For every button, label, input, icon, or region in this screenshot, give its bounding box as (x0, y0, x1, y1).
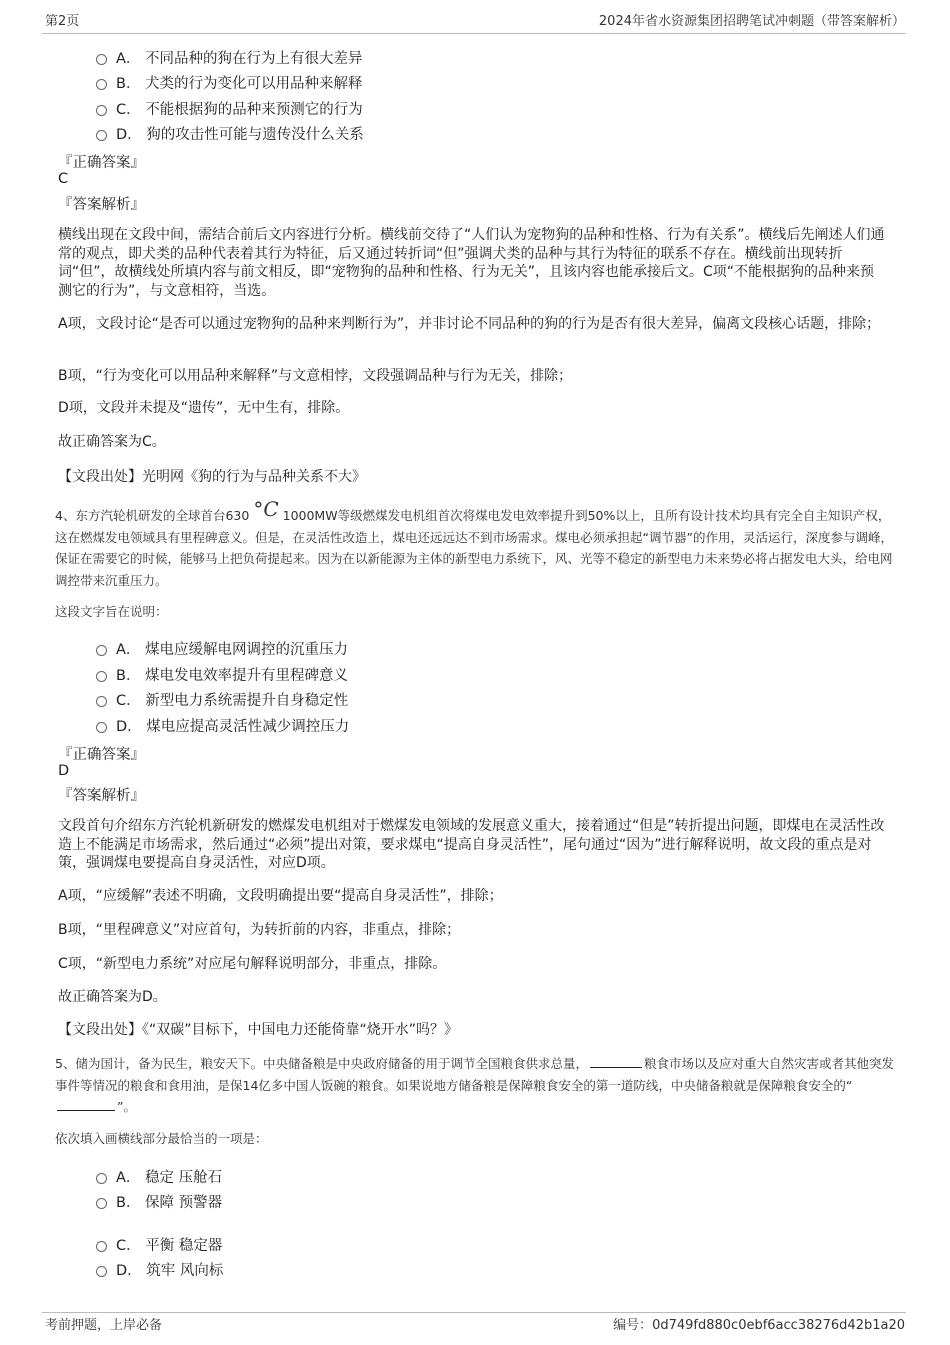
q3-option-a[interactable] (96, 47, 363, 67)
option-label: C． 不能根据狗的品种来预测它的行为 (116, 101, 363, 118)
analysis-paragraph: B项，“里程碑意义”对应首句，为转折前的内容，非重点，排除； (58, 922, 461, 938)
option-label: A． 不同品种的狗在行为上有很大差异 (116, 50, 363, 67)
analysis-label: 『答案解析』 (58, 197, 145, 213)
q5-option-d[interactable] (96, 1259, 223, 1279)
radio-icon[interactable] (96, 105, 107, 116)
option-label: B． 煤电发电效率提升有里程碑意义 (116, 667, 349, 684)
answer-value: C (58, 171, 69, 187)
analysis-paragraph: C项，“新型电力系统”对应尾句解释说明部分，非重点，排除。 (58, 956, 447, 972)
stem-text: 粮食市场以及应对重大自然灾害或者其他突发事件等情况的粮食和食用油，是保14亿多中国人饭碗的粮食。如果说地方储备粮是保障粮食安全的第一道防线，中央储备粮就是保障粮食安全的“ (55, 1056, 894, 1093)
stem-text: 5、储为国计，备为民生，粮安天下。中央储备粮是中央政府储备的用于调节全国粮食供求总量， (55, 1056, 588, 1071)
source-citation: 【文段出处】光明网《狗的行为与品种关系不大》 (58, 469, 366, 485)
analysis-paragraph: A项，文段讨论“是否可以通过宠物狗的品种来判断行为”，并非讨论不同品种的狗的行为是否有很大差异，偏离文段核心话题，排除； (58, 316, 881, 332)
radio-icon[interactable] (96, 722, 107, 733)
analysis-conclusion: 故正确答案为C。 (58, 434, 166, 450)
q3-option-c[interactable] (96, 98, 363, 118)
q4-option-d[interactable] (96, 715, 349, 735)
radio-icon[interactable] (96, 54, 107, 65)
stem-text: 1000MW等级燃煤发电机组首次将煤电发电效率提升到50%以上，且所有设计技术均具有完全自主知识产权，这在燃煤发电领域具有里程碑意义。但是，在灵活性改造上，煤电还远远达不到市场需求。煤电必须承担起“调节器”的作用，灵活运行，深度参与调峰，保证在需要它的时候，能够马上把负荷提起来。因为在以新能源为主体的新型电力系统下，风、光等不稳定的新型电力未来势必将占据发电大头，给电网调控带来沉重压力。 (55, 508, 893, 588)
source-citation: 【文段出处】《“双碳”目标下，中国电力还能倚靠“烧开水”吗？》 (58, 1022, 459, 1038)
analysis-paragraph: 横线出现在文段中间，需结合前后文内容进行分析。横线前交待了“人们认为宠物狗的品种和性格、行为有关系”。横线后先阐述人们通常的观点，即犬类的品种代表着其行为特征，后又通过转折词“但”强调犬类的品种与其行为特征的联系不存在。横线前出现转折词“但”，故横线处所填内容与前文相反，即“宠物狗的品种和性格、行为无关”，且该内容也能承接后文。C项“不能根据狗的品种来预测它的行为”，与文意相符，当选。 (58, 227, 885, 299)
option-label: C． 平衡 稳定器 (116, 1237, 223, 1254)
radio-icon[interactable] (96, 79, 107, 90)
answer-label: 『正确答案』 (58, 155, 145, 171)
option-label: C． 新型电力系统需提升自身稳定性 (116, 692, 349, 709)
stem-text: ”。 (117, 1099, 136, 1114)
q5-option-b[interactable] (96, 1191, 222, 1211)
radio-icon[interactable] (96, 1198, 107, 1209)
degree-symbol: °C (253, 497, 279, 521)
analysis-paragraph: A项，“应缓解”表述不明确，文段明确提出要“提高自身灵活性”，排除； (58, 888, 503, 904)
radio-icon[interactable] (96, 1173, 107, 1184)
fill-blank-1 (590, 1067, 642, 1068)
header-divider (42, 33, 906, 34)
radio-icon[interactable] (96, 696, 107, 707)
q4-option-b[interactable] (96, 664, 348, 684)
answer-label: 『正确答案』 (58, 747, 145, 763)
radio-icon[interactable] (96, 1266, 107, 1277)
option-label: D． 筑牢 风向标 (116, 1262, 224, 1279)
q5-option-c[interactable] (96, 1234, 222, 1254)
q3-option-d[interactable] (96, 123, 364, 143)
option-label: B． 保障 预警器 (116, 1194, 223, 1211)
radio-icon[interactable] (96, 1241, 107, 1252)
page-number: 第2页 (45, 14, 80, 29)
q4-option-c[interactable] (96, 689, 348, 709)
answer-value: D (58, 763, 70, 779)
radio-icon[interactable] (96, 671, 107, 682)
q4-option-a[interactable] (96, 638, 348, 658)
analysis-label: 『答案解析』 (58, 788, 145, 804)
analysis-conclusion: 故正确答案为D。 (58, 989, 167, 1005)
q4-stem (55, 497, 900, 591)
document-title: 2024年省水资源集团招聘笔试冲刺题（带答案解析） (598, 14, 905, 29)
q3-option-b[interactable] (96, 72, 363, 92)
stem-text: 4、东方汽轮机研发的全球首台630 (55, 508, 250, 523)
footer-slogan: 考前押题，上岸必备 (45, 1318, 163, 1333)
option-label: D． 狗的攻击性可能与遗传没什么关系 (116, 126, 364, 143)
q5-stem (55, 1053, 900, 1118)
analysis-paragraph: D项，文段并未提及“遗传”，无中生有，排除。 (58, 400, 350, 416)
radio-icon[interactable] (96, 645, 107, 656)
document-id: 编号：0d749fd880c0ebf6acc38276d42b1a20 (613, 1318, 905, 1333)
q4-prompt: 这段文字旨在说明： (55, 604, 168, 619)
q5-option-a[interactable] (96, 1166, 222, 1186)
option-label: B． 犬类的行为变化可以用品种来解释 (116, 75, 363, 92)
analysis-paragraph: 文段首句介绍东方汽轮机新研发的燃煤发电机组对于燃煤发电领域的发展意义重大，接着通过“但是”转折提出问题，即煤电在灵活性改造上不能满足市场需求，然后通过“必须”提出对策，要求煤电“提高自身灵活性”，尾句通过“因为”进行解释说明，故文段的重点是对策，强调煤电要提高自身灵活性，对应D项。 (58, 818, 885, 871)
option-label: D． 煤电应提高灵活性减少调控压力 (116, 718, 350, 735)
analysis-paragraph: B项，“行为变化可以用品种来解释”与文意相悖，文段强调品种与行为无关，排除； (58, 368, 573, 384)
option-label: A． 稳定 压舱石 (116, 1169, 223, 1186)
option-label: A． 煤电应缓解电网调控的沉重压力 (116, 641, 349, 658)
fill-blank-2 (57, 1110, 115, 1111)
q5-prompt: 依次填入画横线部分最恰当的一项是： (55, 1131, 268, 1146)
radio-icon[interactable] (96, 130, 107, 141)
footer-divider (42, 1312, 906, 1313)
